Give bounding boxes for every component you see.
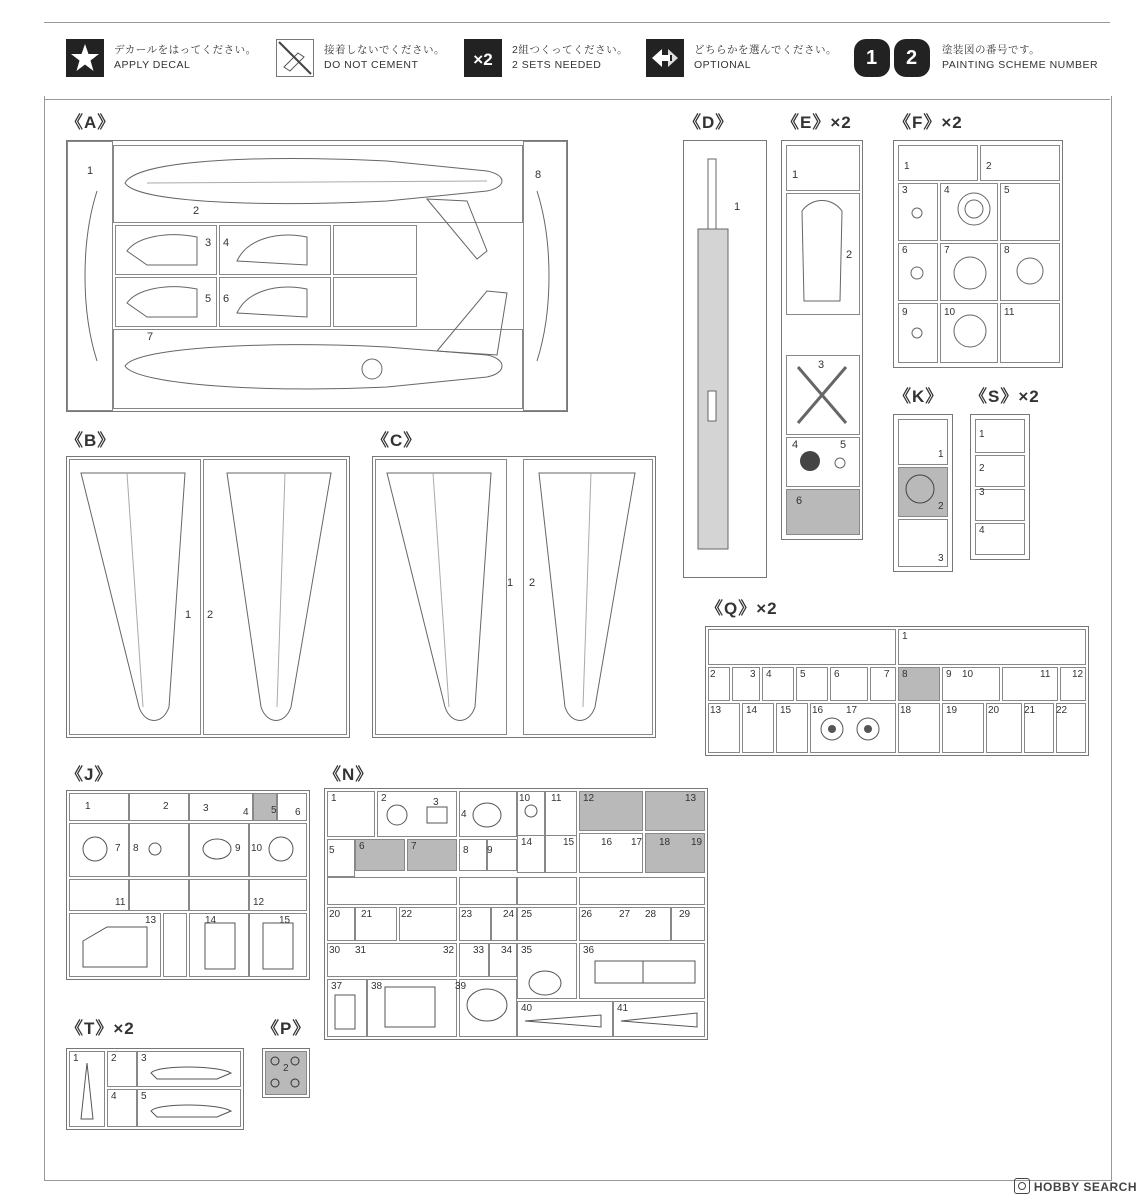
part-number: 9 xyxy=(946,669,952,680)
part-number: 2 xyxy=(986,161,992,172)
part-number: 8 xyxy=(902,669,908,680)
part-number: 9 xyxy=(902,307,908,318)
sprue-b xyxy=(66,456,350,738)
part-number: 7 xyxy=(411,841,417,852)
group-label-d: 《D》 xyxy=(684,113,734,132)
group-label-e: 《E》×2 xyxy=(782,113,852,132)
sprue-n xyxy=(324,788,708,1040)
part-number: 12 xyxy=(253,897,265,908)
sprue-f xyxy=(893,140,1063,368)
svg-text:×2: ×2 xyxy=(473,50,493,69)
instruction-legend: デカールをはってください。 APPLY DECAL 接着しないでください。 DO NOT CEMENT ×2 2組つくってください。 2 SETS NEEDED どちらかを選んでください。 OPTIONAL 1 2 塗装図の番号です。 PAINTING SCHEME NUMBER xyxy=(44,22,1110,100)
part-number: 8 xyxy=(535,169,542,181)
sprue-d xyxy=(683,140,767,578)
part-number: 8 xyxy=(133,843,139,854)
part-number: 6 xyxy=(295,807,301,818)
part-number: 19 xyxy=(691,837,703,848)
group-label-b: 《B》 xyxy=(66,431,116,450)
part-number: 2 xyxy=(938,501,944,512)
optional-arrows-icon xyxy=(646,39,684,77)
part-number: 2 xyxy=(163,801,169,812)
part-number: 5 xyxy=(800,669,806,680)
part-number: 14 xyxy=(205,915,217,926)
part-number: 6 xyxy=(902,245,908,256)
part-number: 7 xyxy=(147,331,154,343)
no-glue-icon xyxy=(276,39,314,77)
part-number: 6 xyxy=(359,841,365,852)
part-number: 10 xyxy=(962,669,974,680)
group-label-t: 《T》×2 xyxy=(66,1019,135,1038)
part-number: 1 xyxy=(85,801,91,812)
star-icon xyxy=(66,39,104,77)
part-number: 9 xyxy=(487,845,493,856)
part-number: 2 xyxy=(283,1063,289,1074)
part-number: 4 xyxy=(979,525,985,536)
times-two-icon xyxy=(464,39,502,77)
part-number: 4 xyxy=(243,807,249,818)
part-number: 20 xyxy=(329,909,341,920)
sprue-k xyxy=(893,414,953,572)
sprue-c xyxy=(372,456,656,738)
part-number: 14 xyxy=(746,705,758,716)
part-number: 1 xyxy=(792,169,799,181)
part-number: 40 xyxy=(521,1003,533,1014)
group-label-c: 《C》 xyxy=(372,431,422,450)
group-label-p: 《P》 xyxy=(262,1019,311,1038)
part-number: 6 xyxy=(223,293,230,305)
part-number: 30 xyxy=(329,945,341,956)
part-number: 15 xyxy=(563,837,575,848)
wheel-parts-drawing xyxy=(706,627,1088,755)
part-number: 18 xyxy=(659,837,671,848)
part-number: 1 xyxy=(902,631,908,642)
part-number: 3 xyxy=(205,237,212,249)
group-label-a: 《A》 xyxy=(66,113,116,132)
part-number: 2 xyxy=(710,669,716,680)
wing-half-drawing xyxy=(67,457,349,737)
part-number: 4 xyxy=(944,185,950,196)
part-number: 15 xyxy=(780,705,792,716)
part-number: 17 xyxy=(846,705,858,716)
scheme-number-2: 2 xyxy=(906,47,918,69)
part-number: 33 xyxy=(473,945,485,956)
part-number: 27 xyxy=(619,909,631,920)
group-label-q: 《Q》×2 xyxy=(706,599,778,618)
part-number: 16 xyxy=(812,705,824,716)
part-number: 21 xyxy=(361,909,373,920)
sprue-a xyxy=(66,140,568,412)
part-number: 19 xyxy=(946,705,958,716)
part-number: 8 xyxy=(463,845,469,856)
part-number: 20 xyxy=(988,705,1000,716)
part-number: 1 xyxy=(87,165,94,177)
part-number: 17 xyxy=(631,837,643,848)
part-number: 1 xyxy=(185,609,192,621)
part-number: 3 xyxy=(938,553,944,564)
part-number: 11 xyxy=(1040,669,1051,680)
part-number: 35 xyxy=(521,945,533,956)
part-number: 25 xyxy=(521,909,533,920)
gauge-set-drawing xyxy=(263,1049,309,1097)
sprue-j xyxy=(66,790,310,980)
part-number: 8 xyxy=(1004,245,1010,256)
part-number: 7 xyxy=(944,245,950,256)
part-number: 5 xyxy=(205,293,212,305)
part-number: 3 xyxy=(750,669,756,680)
part-number: 2 xyxy=(979,463,985,474)
part-number: 15 xyxy=(279,915,291,926)
part-number: 1 xyxy=(979,429,985,440)
part-number: 4 xyxy=(792,439,799,451)
hobby-search-watermark: HOBBY SEARCH xyxy=(1014,1178,1137,1194)
part-number: 11 xyxy=(1004,307,1015,318)
part-number: 2 xyxy=(111,1053,117,1064)
sprue-p xyxy=(262,1048,310,1098)
group-label-f: 《F》×2 xyxy=(894,113,963,132)
engine-parts-drawing xyxy=(894,141,1062,367)
part-number: 5 xyxy=(1004,185,1010,196)
part-number: 3 xyxy=(818,359,825,371)
part-number: 36 xyxy=(583,945,595,956)
part-number: 6 xyxy=(796,495,803,507)
part-number: 1 xyxy=(938,449,944,460)
part-number: 5 xyxy=(329,845,335,856)
sprue-q xyxy=(705,626,1089,756)
part-number: 1 xyxy=(73,1053,79,1064)
part-number: 6 xyxy=(834,669,840,680)
instrument-panel-drawing xyxy=(894,415,952,571)
part-number: 4 xyxy=(111,1091,117,1102)
part-number: 18 xyxy=(900,705,912,716)
part-number: 22 xyxy=(401,909,413,920)
part-number: 39 xyxy=(455,981,467,992)
part-number: 34 xyxy=(501,945,513,956)
part-number: 1 xyxy=(904,161,910,172)
group-label-s: 《S》×2 xyxy=(970,387,1040,406)
part-number: 1 xyxy=(507,577,514,589)
part-number: 7 xyxy=(115,843,121,854)
part-number: 12 xyxy=(583,793,595,804)
part-number: 13 xyxy=(145,915,157,926)
part-number: 10 xyxy=(251,843,263,854)
part-number: 10 xyxy=(519,793,531,804)
fuselage-half-drawing xyxy=(67,141,567,411)
part-number: 12 xyxy=(1072,669,1084,680)
canopy-parts-drawing xyxy=(67,791,309,979)
part-number: 11 xyxy=(551,793,562,804)
part-number: 7 xyxy=(884,669,890,680)
sprue-s xyxy=(970,414,1030,560)
part-number: 9 xyxy=(235,843,241,854)
part-number: 13 xyxy=(710,705,722,716)
propeller-drawing xyxy=(782,141,862,539)
part-number: 3 xyxy=(902,185,908,196)
wing-half-drawing xyxy=(373,457,655,737)
part-number: 31 xyxy=(355,945,367,956)
part-number: 4 xyxy=(766,669,772,680)
part-number: 2 xyxy=(193,205,200,217)
part-number: 5 xyxy=(840,439,847,451)
part-number: 28 xyxy=(645,909,657,920)
part-number: 1 xyxy=(734,201,741,213)
part-number: 2 xyxy=(529,577,536,589)
floor-panel-drawing xyxy=(684,141,766,577)
part-number: 22 xyxy=(1056,705,1068,716)
part-number: 5 xyxy=(141,1091,147,1102)
part-number: 2 xyxy=(846,249,853,261)
small-parts-drawing xyxy=(325,789,707,1039)
part-number: 23 xyxy=(461,909,473,920)
sprue-t xyxy=(66,1048,244,1130)
part-number: 4 xyxy=(223,237,230,249)
part-number: 29 xyxy=(679,909,691,920)
part-number: 2 xyxy=(381,793,387,804)
part-number: 24 xyxy=(503,909,515,920)
sprue-e xyxy=(781,140,863,540)
part-number: 26 xyxy=(581,909,593,920)
part-number: 3 xyxy=(141,1053,147,1064)
part-number: 11 xyxy=(115,897,126,908)
part-number: 3 xyxy=(979,487,985,498)
part-number: 4 xyxy=(461,809,467,820)
part-number: 32 xyxy=(443,945,455,956)
part-number: 21 xyxy=(1024,705,1036,716)
part-number: 37 xyxy=(331,981,343,992)
part-number: 41 xyxy=(617,1003,629,1014)
drop-tank-drawing xyxy=(67,1049,243,1129)
part-number: 3 xyxy=(203,803,209,814)
group-label-k: 《K》 xyxy=(894,387,944,406)
part-number: 10 xyxy=(944,307,956,318)
scheme-number-1: 1 xyxy=(866,47,878,69)
part-number: 1 xyxy=(331,793,337,804)
part-number: 2 xyxy=(207,609,214,621)
hobby-search-logo-icon xyxy=(1014,1178,1030,1194)
part-number: 38 xyxy=(371,981,383,992)
part-number: 3 xyxy=(433,797,439,808)
part-number: 16 xyxy=(601,837,613,848)
group-label-n: 《N》 xyxy=(324,765,374,784)
part-number: 13 xyxy=(685,793,697,804)
part-number: 14 xyxy=(521,837,533,848)
part-number: 5 xyxy=(271,805,277,816)
group-label-j: 《J》 xyxy=(66,765,113,784)
